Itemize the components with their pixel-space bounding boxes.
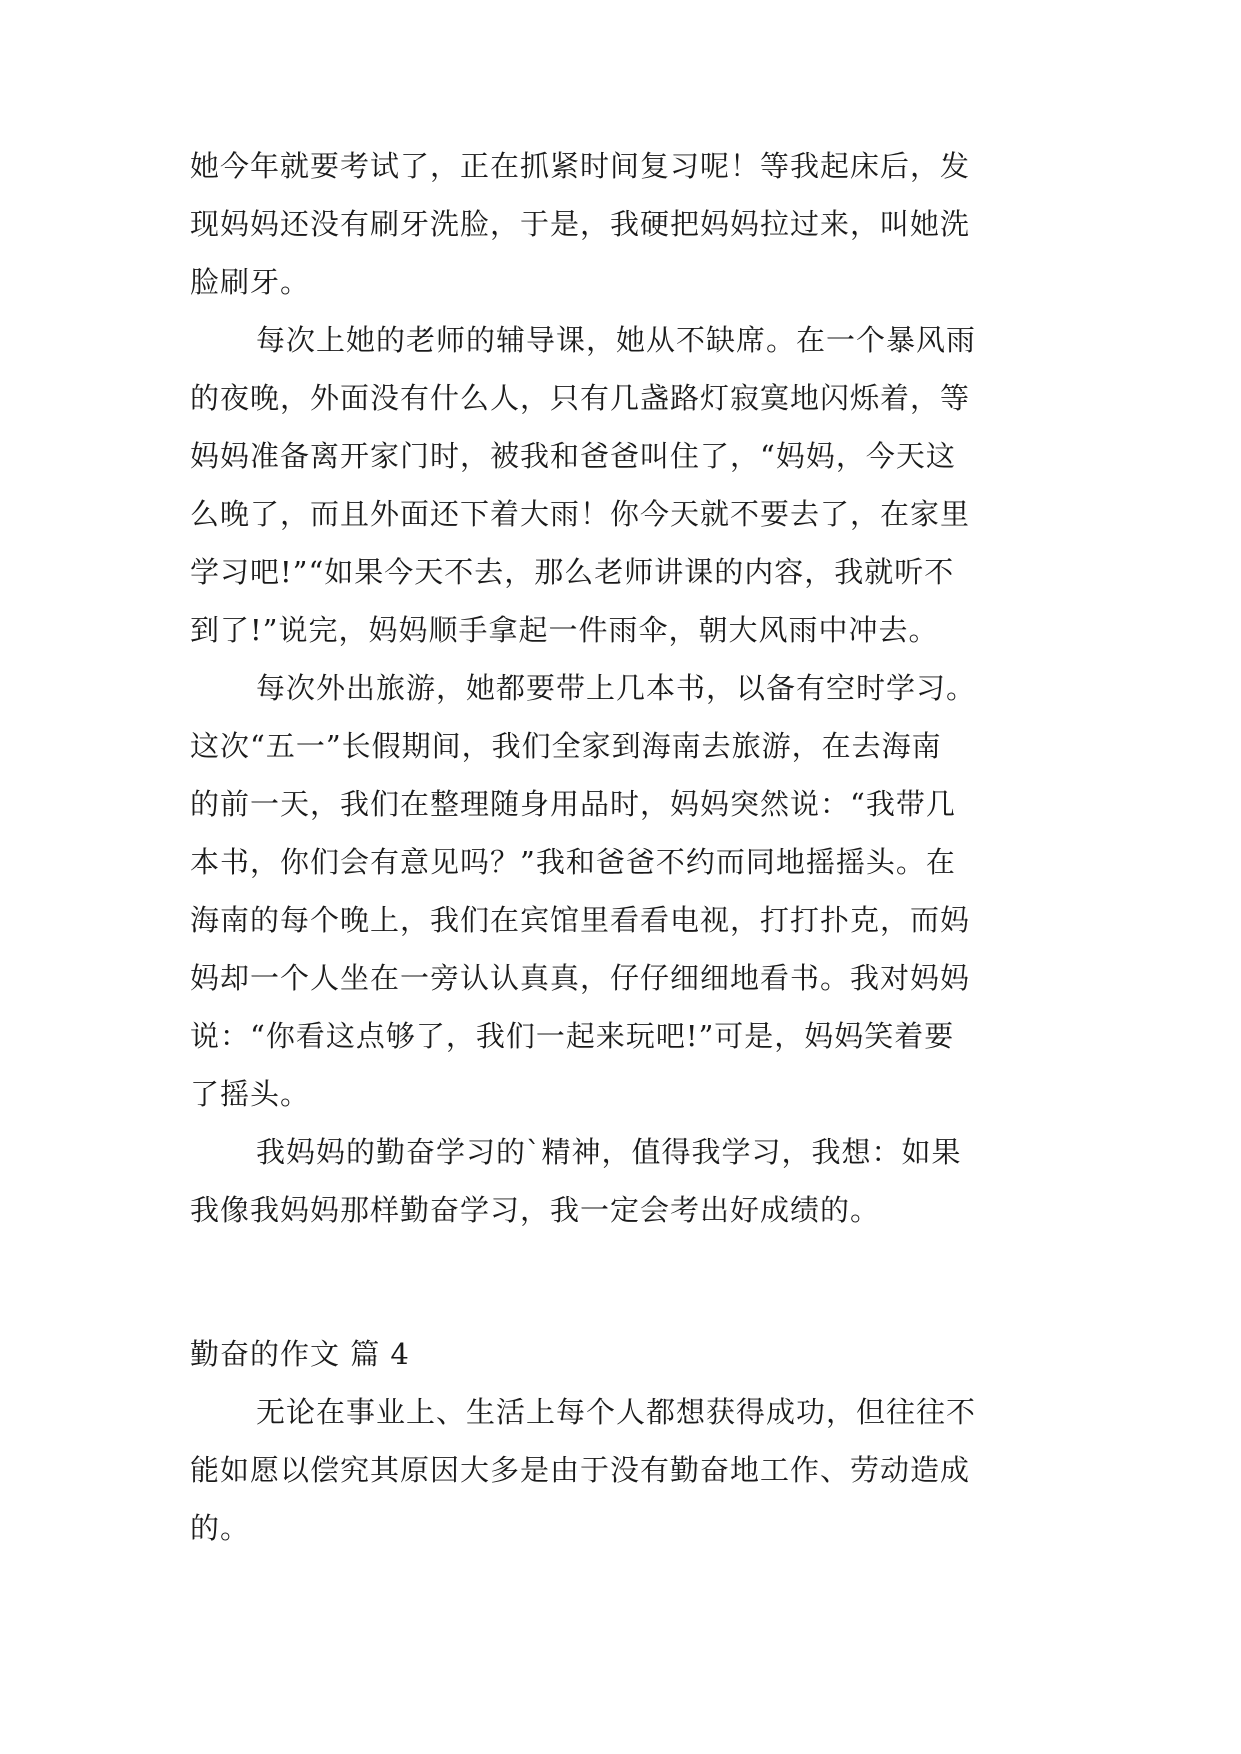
section-heading: 勤奋的作文 篇 4: [190, 1337, 410, 1371]
paragraph-line: 每次外出旅游，她都要带上几本书，以备有空时学习。: [256, 671, 977, 705]
paragraph-line: 到了!”说完，妈妈顺手拿起一件雨伞，朝大风雨中冲去。: [190, 613, 939, 647]
paragraph-line: 我像我妈妈那样勤奋学习，我一定会考出好成绩的。: [190, 1193, 881, 1227]
paragraph-line: 的。: [190, 1511, 251, 1545]
section-paragraph-1: [190, 1383, 1060, 1557]
paragraph-line: 么晚了，而且外面还下着大雨！你今天就不要去了，在家里: [190, 497, 971, 531]
paragraph-line: 了摇头。: [190, 1077, 311, 1111]
paragraph-line: 脸刷牙。: [190, 265, 311, 299]
paragraph-line: 学习吧!”“如果今天不去，那么老师讲课的内容，我就听不: [190, 555, 955, 589]
paragraph-line: 妈妈准备离开家门时，被我和爸爸叫住了，“妈妈，今天这: [190, 439, 956, 473]
paragraph-line: 无论在事业上、生活上每个人都想获得成功，但往往不: [256, 1395, 977, 1429]
paragraph-line: 她今年就要考试了，正在抓紧时间复习呢！等我起床后，发: [190, 149, 971, 183]
paragraph-line: 现妈妈还没有刷牙洗脸，于是，我硬把妈妈拉过来，叫她洗: [190, 207, 971, 241]
paragraph-line: 说：“你看这点够了，我们一起来玩吧!”可是，妈妈笑着要: [190, 1019, 955, 1053]
paragraph-3: [190, 659, 1060, 1123]
paragraph-line: 本书，你们会有意见吗？”我和爸爸不约而同地摇摇头。在: [190, 845, 956, 879]
paragraph-4: [190, 1123, 1060, 1239]
paragraph-line: 能如愿以偿究其原因大多是由于没有勤奋地工作、劳动造成: [190, 1453, 971, 1487]
paragraph-line: 我妈妈的勤奋学习的`精神，值得我学习，我想：如果: [256, 1135, 962, 1169]
paragraph-line: 这次“五一”长假期间，我们全家到海南去旅游，在去海南: [190, 729, 942, 763]
paragraph-line: 海南的每个晚上，我们在宾馆里看看电视，打打扑克，而妈: [190, 903, 971, 937]
paragraph-line: 妈却一个人坐在一旁认认真真，仔仔细细地看书。我对妈妈: [190, 961, 971, 995]
paragraph-line: 的前一天，我们在整理随身用品时，妈妈突然说：“我带几: [190, 787, 956, 821]
paragraph-2: [190, 311, 1060, 659]
paragraph-1: [190, 137, 1060, 311]
paragraph-line: 每次上她的老师的辅导课，她从不缺席。在一个暴风雨: [256, 323, 977, 357]
paragraph-line: 的夜晚，外面没有什么人，只有几盏路灯寂寞地闪烁着，等: [190, 381, 971, 415]
